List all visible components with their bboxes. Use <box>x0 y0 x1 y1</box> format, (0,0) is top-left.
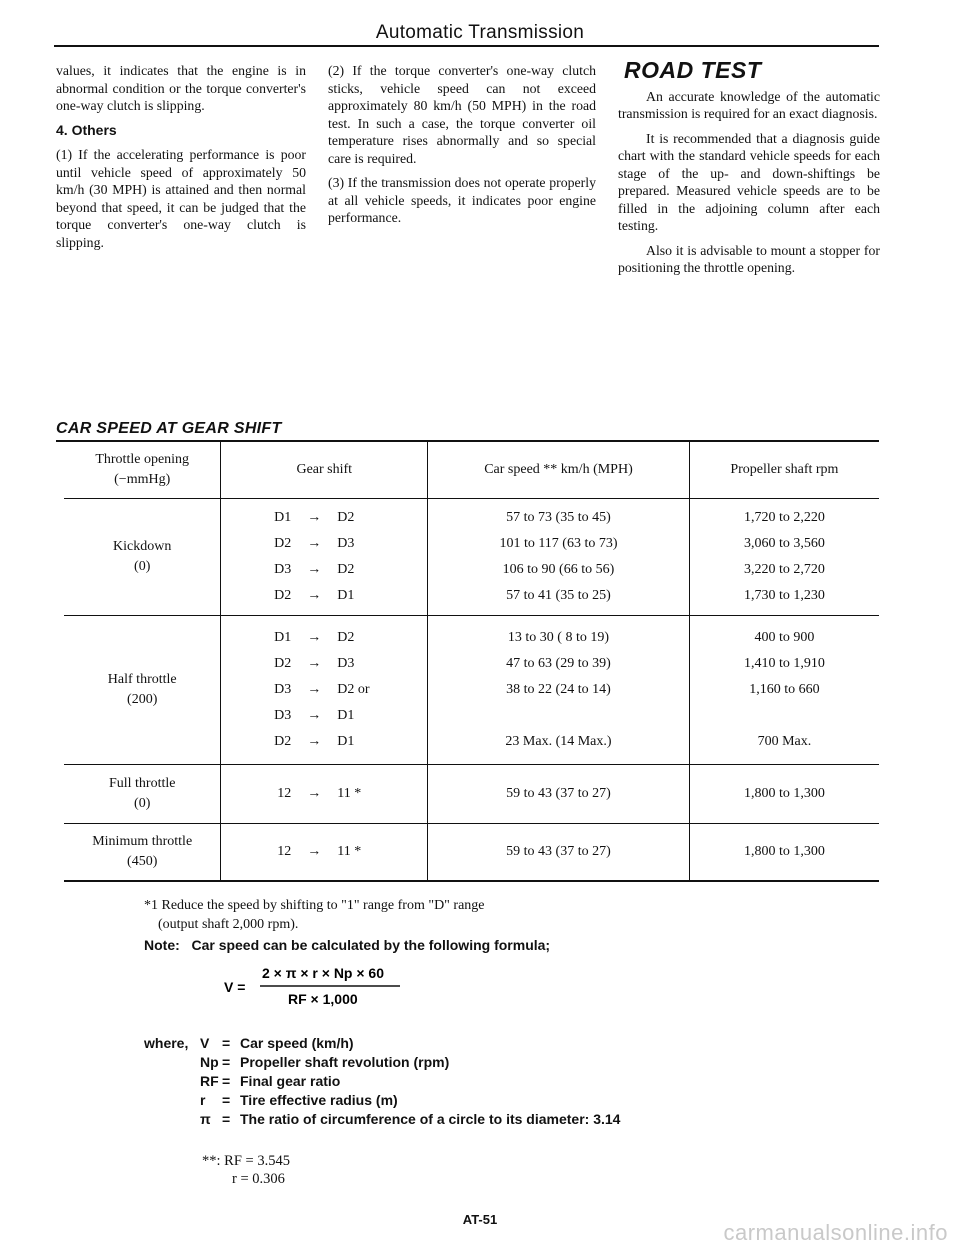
rpm-value: 1,160 to 660 <box>749 682 820 697</box>
road-test-title: ROAD TEST <box>624 57 762 83</box>
header-gear: Gear shift <box>221 442 428 499</box>
gear-shift-line <box>221 625 427 651</box>
equals-sign: = <box>222 1054 231 1070</box>
definition-text: Propeller shaft revolution (rpm) <box>240 1054 450 1070</box>
throttle-name: Half throttle <box>107 672 177 687</box>
section-title: CAR SPEED AT GEAR SHIFT <box>56 420 282 437</box>
where-label: where, <box>144 1035 189 1051</box>
header-throttle <box>64 442 221 499</box>
gear-from: D1 <box>274 630 292 645</box>
car-speed-cell <box>428 616 690 765</box>
header-throttle-line1: Throttle opening <box>95 452 190 467</box>
rpm-cell <box>689 499 879 616</box>
rpm-cell <box>689 765 879 824</box>
column-1 <box>56 62 306 258</box>
gear-shift-line <box>221 781 427 807</box>
definition-row <box>144 1072 620 1091</box>
gear-from: D1 <box>274 510 292 525</box>
header-rpm: Propeller shaft rpm <box>689 442 879 499</box>
rpm-value: 3,220 to 2,720 <box>743 562 825 577</box>
car-speed-value: 47 to 63 (29 to 39) <box>506 656 611 671</box>
gear-from: D3 <box>274 708 292 723</box>
gear-shift-line <box>221 703 427 729</box>
shift-arrow-icon: → <box>307 682 322 697</box>
throttle-value: (0) <box>134 559 151 574</box>
where-block <box>144 1034 620 1129</box>
definition-symbol: RF <box>200 1073 219 1089</box>
definition-text: The ratio of circumference of a circle to its diameter: 3.14 <box>240 1111 621 1127</box>
definition-text: Tire effective radius (m) <box>240 1092 398 1108</box>
formula-denominator: RF × 1,000 <box>288 991 358 1007</box>
car-speed-cell <box>428 765 690 824</box>
car-speed-value <box>428 703 689 729</box>
gear-to: 11 * <box>337 786 362 801</box>
road-test-column <box>618 57 880 284</box>
gear-from: D2 <box>274 656 292 671</box>
gear-shift-cell <box>221 616 428 765</box>
column-2 <box>328 62 596 234</box>
rpm-value: 700 Max. <box>757 734 812 749</box>
watermark: carmanualsonline.info <box>723 1220 948 1245</box>
gear-from: D2 <box>274 536 292 551</box>
car-speed-value: 59 to 43 (37 to 27) <box>506 786 611 801</box>
gear-shift-cell <box>221 499 428 616</box>
throttle-name: Kickdown <box>113 539 172 554</box>
equals-sign: = <box>222 1111 231 1127</box>
car-speed-value: 23 Max. (14 Max.) <box>505 734 612 749</box>
throttle-cell <box>64 499 221 616</box>
throttle-value: (200) <box>127 692 158 707</box>
car-speed-value: 38 to 22 (24 to 14) <box>506 682 611 697</box>
rpm-cell <box>689 616 879 765</box>
where-label <box>144 1110 200 1129</box>
definition-row <box>144 1053 620 1072</box>
formula-v: V = <box>224 979 246 995</box>
gear-to: D2 <box>337 510 355 525</box>
gear-shift-line <box>221 583 427 609</box>
gear-shift-cell <box>221 765 428 824</box>
rpm-value: 1,800 to 1,300 <box>743 786 825 801</box>
equals-sign: = <box>222 1092 231 1108</box>
definition-row <box>144 1110 620 1129</box>
throttle-name: Minimum throttle <box>92 834 193 849</box>
gear-to: D2 <box>337 562 355 577</box>
equals-sign: = <box>222 1035 231 1051</box>
shift-arrow-icon: → <box>307 630 322 645</box>
gear-from: D3 <box>274 562 292 577</box>
throttle-value: (450) <box>127 854 158 869</box>
rpm-value: 400 to 900 <box>754 630 815 645</box>
definition-symbol: r <box>200 1092 206 1108</box>
header-speed: Car speed ** km/h (MPH) <box>428 442 690 499</box>
rpm-value: 1,800 to 1,300 <box>743 844 825 859</box>
gear-shift-line <box>221 557 427 583</box>
gear-shift-cell <box>221 824 428 882</box>
road-test-paragraph-2: It is recommended that a diagnosis guide chart with the standard vehicle speeds for each stage of the up- and down-shiftings be prepared. Measured vehicle speeds are to be filled in the adjoining column after each testing. <box>618 130 880 233</box>
throttle-cell <box>64 824 221 882</box>
gear-from: 12 <box>277 844 292 859</box>
car-speed-value: 106 to 90 (66 to 56) <box>502 562 615 577</box>
formula-svg <box>224 962 444 1012</box>
where-label <box>144 1072 200 1091</box>
footnote <box>144 896 485 934</box>
road-test-paragraph-3: Also it is advisable to mount a stopper for positioning the throttle opening. <box>618 242 880 275</box>
gear-to: D2 <box>337 630 355 645</box>
shift-arrow-icon: → <box>307 708 322 723</box>
footnote-line-2: (output shaft 2,000 rpm). <box>158 917 299 932</box>
definition-text: Car speed (km/h) <box>240 1035 354 1051</box>
throttle-value: (0) <box>134 796 151 811</box>
shift-arrow-icon: → <box>307 734 322 749</box>
table-row <box>64 765 879 824</box>
col2-paragraph-1: (2) If the torque converter's one-way clutch sticks, vehicle speed can not exceed approximately 80 km/h (50 MPH) in the road test. In such a case, the torque converter oil temperature rises abnormally and so special care is required. <box>328 63 596 166</box>
where-label <box>144 1053 200 1072</box>
shift-arrow-icon: → <box>307 656 322 671</box>
header-rule <box>54 45 879 47</box>
rpm-value: 1,720 to 2,220 <box>743 510 825 525</box>
gear-to: D1 <box>337 588 355 603</box>
throttle-cell <box>64 616 221 765</box>
car-speed-cell <box>428 824 690 882</box>
table-row <box>64 499 879 616</box>
shift-arrow-icon: → <box>307 510 322 525</box>
gear-from: D2 <box>274 588 292 603</box>
gear-from: D2 <box>274 734 292 749</box>
where-label <box>144 1091 200 1110</box>
gear-from: D3 <box>274 682 292 697</box>
definition-symbol: V <box>200 1035 210 1051</box>
equals-sign: = <box>222 1073 231 1089</box>
gear-shift-line <box>221 839 427 865</box>
col2-paragraph-2: (3) If the transmission does not operate properly at all vehicle speeds, it indicates poor engine performance. <box>328 175 596 225</box>
gear-from: 12 <box>277 786 292 801</box>
table-row <box>64 824 879 882</box>
car-speed-value: 101 to 117 (63 to 73) <box>499 536 618 551</box>
formula-numerator: 2 × π × r × Np × 60 <box>262 965 385 981</box>
rpm-value: 1,410 to 1,910 <box>743 656 825 671</box>
constant-rf: **: RF = 3.545 <box>202 1153 290 1169</box>
rpm-value: 3,060 to 3,560 <box>743 536 825 551</box>
page-header: Automatic Transmission <box>375 22 585 43</box>
gear-to: 11 * <box>337 844 362 859</box>
gear-shift-line <box>221 651 427 677</box>
throttle-name: Full throttle <box>108 776 176 791</box>
rpm-value <box>690 703 879 729</box>
definition-row <box>144 1091 620 1110</box>
gear-shift-line <box>221 729 427 755</box>
rpm-cell <box>689 824 879 882</box>
definition-text: Final gear ratio <box>240 1073 341 1089</box>
car-speed-value: 57 to 73 (35 to 45) <box>506 510 611 525</box>
header-throttle-line2: (−mmHg) <box>114 472 171 487</box>
gear-shift-line <box>221 677 427 703</box>
gear-to: D3 <box>337 536 355 551</box>
definition-symbol: π <box>200 1111 211 1127</box>
car-speed-value: 59 to 43 (37 to 27) <box>506 844 611 859</box>
gear-shift-table <box>64 442 879 882</box>
gear-to: D2 or <box>337 682 370 697</box>
definition-symbol: Np <box>200 1054 219 1070</box>
table-row <box>64 616 879 765</box>
constants <box>202 1152 290 1188</box>
gear-to: D1 <box>337 708 355 723</box>
road-test-paragraph-1: An accurate knowledge of the automatic transmission is required for an exact diagnosis. <box>618 88 880 121</box>
shift-arrow-icon: → <box>307 786 322 801</box>
col1-paragraph-2: (1) If the accelerating performance is poor until vehicle speed of approximately 50 km/h (30 MPH) is attained and then normal beyond that speed, it can be judged that the torque converter's one-way clutch is slipping. <box>56 147 306 250</box>
shift-arrow-icon: → <box>307 844 322 859</box>
car-speed-cell <box>428 499 690 616</box>
note-label: Note: <box>144 937 180 953</box>
col1-paragraph-1: values, it indicates that the engine is in abnormal condition or the torque converter's one-way clutch is slipping. <box>56 63 306 113</box>
table-header-row <box>64 442 879 499</box>
footnote-line-1: *1 Reduce the speed by shifting to "1" range from "D" range <box>144 898 485 913</box>
shift-arrow-icon: → <box>307 536 322 551</box>
gear-shift-line <box>221 531 427 557</box>
shift-arrow-icon: → <box>307 562 322 577</box>
gear-to: D1 <box>337 734 355 749</box>
gear-shift-line <box>221 505 427 531</box>
gear-to: D3 <box>337 656 355 671</box>
car-speed-value: 13 to 30 ( 8 to 19) <box>507 630 610 645</box>
note <box>144 936 764 954</box>
page-number: AT-51 <box>462 1212 498 1227</box>
speed-formula <box>224 962 444 1015</box>
car-speed-value: 57 to 41 (35 to 25) <box>506 588 611 603</box>
note-text: Car speed can be calculated by the following formula; <box>191 937 551 953</box>
constant-r: r = 0.306 <box>232 1171 285 1187</box>
throttle-cell <box>64 765 221 824</box>
shift-arrow-icon: → <box>307 588 322 603</box>
rpm-value: 1,730 to 1,230 <box>743 588 825 603</box>
definition-row <box>144 1034 620 1053</box>
others-heading: 4. Others <box>56 121 117 138</box>
